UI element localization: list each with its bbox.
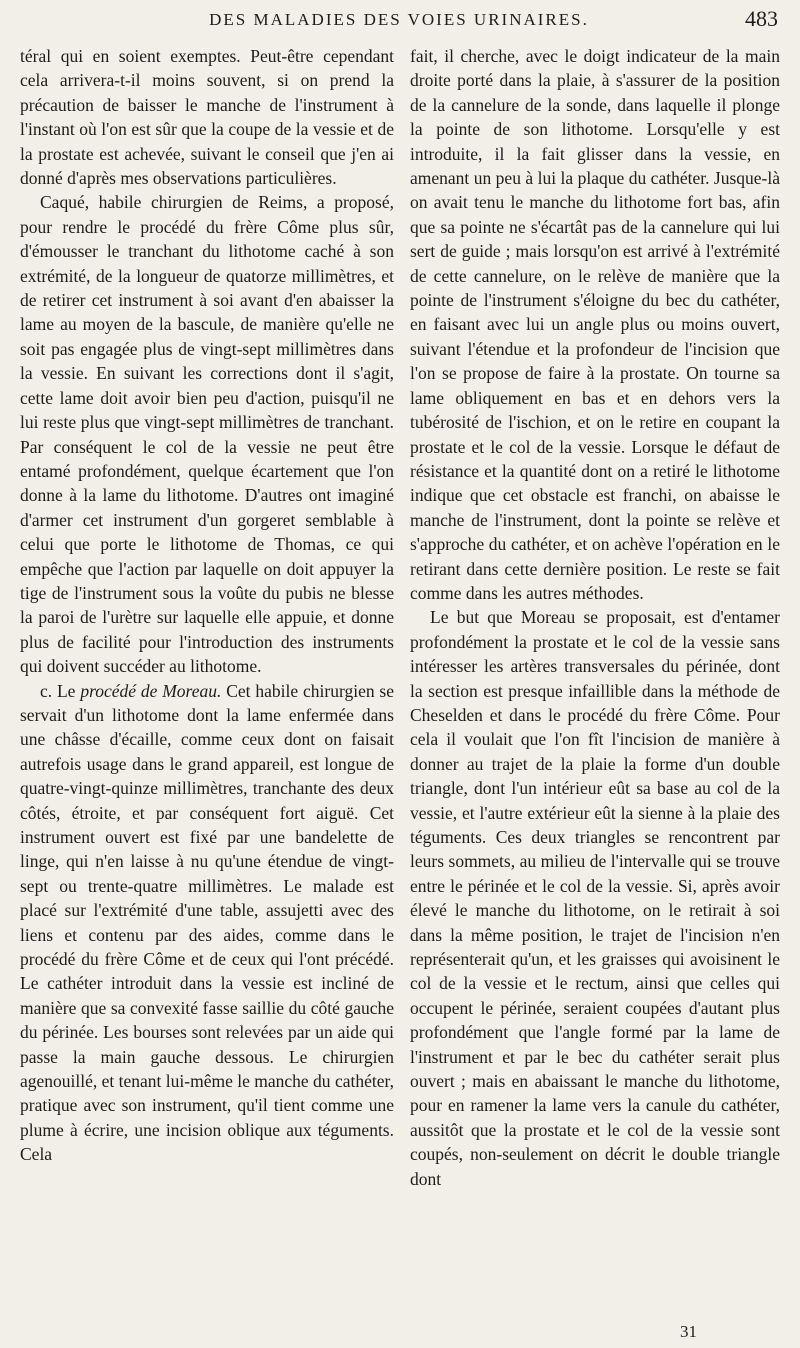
running-title: DES MALADIES DES VOIES URINAIRES.	[209, 10, 589, 29]
signature-mark: 31	[680, 1322, 697, 1341]
left-column	[20, 44, 394, 1167]
running-header	[20, 6, 778, 40]
paragraph: téral qui en soient exemptes. Peut-être cependant cela arrivera-t-il moins souvent, si on prend la précaution de baisser le manche de l'instrument à l'instant où l'on est sûr que la coupe de la vessie et de la prostate est achevée, suivant le conseil que j'en ai donné d'après mes observations particulières.	[20, 46, 394, 189]
section-label: c. Le	[40, 680, 76, 701]
paragraph: Le but que Moreau se proposait, est d'entamer profondément la prostate et le col de la vessie sans intéresser les artères transversales du périnée, dont la section est presque infaillible dans la méthode de Cheselden et dans le procédé du frère Côme. Pour cela il voulait que l'on fît l'incision de manière à donner au trajet de la plaie la forme d'un double triangle, dont l'un intérieur eût sa base au col de la vessie, et l'autre extérieur eût la sienne à la plaie des téguments. Ces deux triangles se rencontrent par leurs sommets, au milieu de l'intervalle qui se trouve entre le périnée et le col de la vessie. Si, après avoir élevé le manche du lithotome, on le retirait à soi dans la même position, le trajet de l'incision n'en représenterait qu'un, et les graisses qui avoisinent le col de la vessie et le rectum, ainsi que celles qui occupent le périnée, seraient coupées d'autant plus profondément que l'angle formé par la lame de l'instrument et par le bec du cathéter serait plus ouvert ; mais en abaissant le manche du lithotome, pour en ramener la lame vers la canule du cathéter, aussitôt que la prostate et le col de la vessie sont coupés, non-seulement on décrit le double triangle dont	[410, 607, 780, 1189]
right-column	[410, 44, 780, 1191]
paragraph: Caqué, habile chirurgien de Reims, a proposé, pour rendre le procédé du frère Côme plus sûr, d'émousser le tranchant du lithotome caché à son extrémité, de la longueur de quatorze millimètres, et de retirer cet instrument à soi avant d'en abaisser la lame au moyen de la bascule, de manière qu'elle ne soit pas engagée plus de vingt-sept millimètres dans la vessie. En suivant les corrections dont il s'agit, cette lame doit avoir bien peu d'action, puisqu'il ne lui reste plus que vingt-sept millimètres de tranchant. Par conséquent le col de la vessie ne peut être entamé profondément, quelque écartement que l'on donne à la lame du lithotome. D'autres ont imaginé d'armer cet instrument d'un gorgeret semblable à celui que porte le lithotome de Thomas, ce qui empêche que l'action par laquelle on doit appuyer la tige de l'instrument sous la voûte du pubis ne blesse la paroi de l'urètre sur laquelle elle appuie, et donne plus de facilité pour l'introduction des instruments qui doivent succéder au lithotome.	[20, 192, 394, 677]
paragraph	[20, 679, 394, 1167]
paragraph: fait, il cherche, avec le doigt indicateur de la main droite porté dans la plaie, à s'assurer de la position de la cannelure de la sonde, dans laquelle il plonge la pointe de son lithotome. Lorsqu'elle y est introduite, il la fait glisser dans la vessie, en amenant un peu à lui la plaque du cathéter. Jusque-là on avait tenu le manche du lithotome fort bas, afin que sa pointe ne s'écartât pas de la cannelure qui lui sert de guide ; mais lorsqu'on est arrivé à l'extrémité de cette cannelure, on le relève de manière que la pointe de l'instrument s'éloigne du bec du cathéter, en faisant avec lui un angle plus ou moins ouvert, suivant l'étendue et la profondeur de l'incision que l'on se propose de faire à la prostate. On tourne sa lame obliquement en bas et en dehors vers la tubérosité de l'ischion, et on le retire en coupant la prostate et le col de la vessie. Lorsque le défaut de résistance et la quantité dont on a retiré le lithotome indique que cet obstacle est franchi, on abaisse le manche de l'instrument, dont la pointe se relève et s'approche du cathéter, et on achève l'opération en le retirant dans cette dernière position. Le reste se fait comme dans les autres méthodes.	[410, 46, 780, 603]
section-heading: procédé de Moreau.	[80, 680, 222, 701]
page-number: 483	[745, 6, 778, 31]
paragraph-text: Cet habile chirurgien se servait d'un lithotome dont la lame enfermée dans une châsse d'écaille, comme ceux dont on faisait autrefois usage dans le grand appareil, est longue de quatre-vingt-quinze millimètres, tranchante des deux côtés, étroite, et par conséquent fort aiguë. Cet instrument ouvert est fixé par une bandelette de linge, qui n'en laisse à nu qu'une étendue de vingt-sept ou trente-quatre millimètres. Le malade est placé sur l'extrémité d'une table, assujetti avec des liens et contenu par des aides, comme dans le procédé du frère Côme et de ceux qui l'ont précédé. Le cathéter introduit dans la vessie est incliné de manière que sa convexité fasse saillie du côté gauche du périnée. Les bourses sont relevées par un aide qui passe la main gauche dessous. Le chirurgien agenouillé, et tenant lui-même le manche du cathéter, pratique avec son instrument, qu'il tient comme une plume à écrire, une incision oblique aux téguments. Cela	[20, 680, 395, 1165]
